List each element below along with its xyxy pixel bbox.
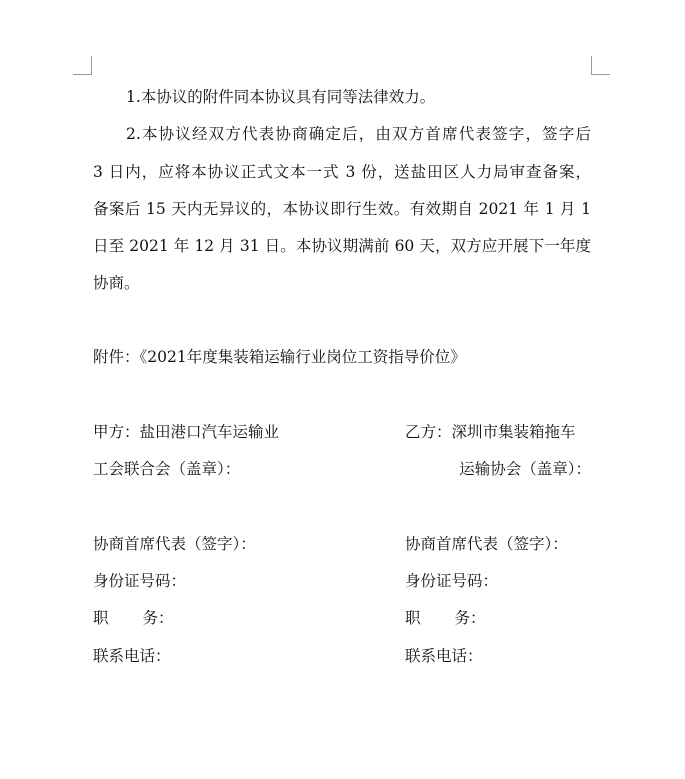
clause-2-line-4: 日至 2021 年 12 月 31 日。本协议期满前 60 天，双方应开展下一年度: [93, 237, 591, 255]
title-char-2: 务：: [454, 609, 486, 627]
party-b-line-2: 运输协会（盖章）：: [459, 460, 591, 478]
crop-mark-top-right: [591, 56, 610, 75]
party-a-rep-label: 协商首席代表（签字）：: [93, 535, 256, 553]
party-b-line-1: 乙方：深圳市集装箱拖车: [405, 423, 576, 441]
party-a-title-label: [93, 608, 174, 628]
title-char-1: 职: [93, 609, 109, 627]
clause-1: 1.本协议的附件同本协议具有同等法律效力。: [126, 88, 436, 106]
party-b-rep-label: 协商首席代表（签字）：: [405, 535, 568, 553]
clause-2-line-2: 3 日内，应将本协议正式文本一式 3 份，送盐田区人力局审查备案，: [93, 163, 591, 181]
party-a-line-1: 甲方：盐田港口汽车运输业: [93, 423, 280, 441]
title-char-1: 职: [405, 609, 421, 627]
party-a-phone-label: 联系电话：: [93, 647, 171, 665]
party-b-title-label: [405, 608, 486, 628]
title-char-2: 务：: [142, 609, 174, 627]
clause-2-line-3: 备案后 15 天内无异议的，本协议即行生效。有效期自 2021 年 1 月 1: [93, 200, 591, 218]
party-a-line-2: 工会联合会（盖章）：: [93, 460, 241, 478]
party-b-id-label: 身份证号码：: [405, 572, 499, 590]
attachment-title: 附件：《2021年度集装箱运输行业岗位工资指导价位》: [93, 348, 466, 366]
crop-mark-top-left: [73, 56, 92, 75]
party-a-id-label: 身份证号码：: [93, 572, 187, 590]
party-b-phone-label: 联系电话：: [405, 647, 483, 665]
clause-2-line-1: 2.本协议经双方代表协商确定后，由双方首席代表签字，签字后: [126, 125, 591, 143]
clause-2-line-5: 协商。: [93, 274, 140, 292]
